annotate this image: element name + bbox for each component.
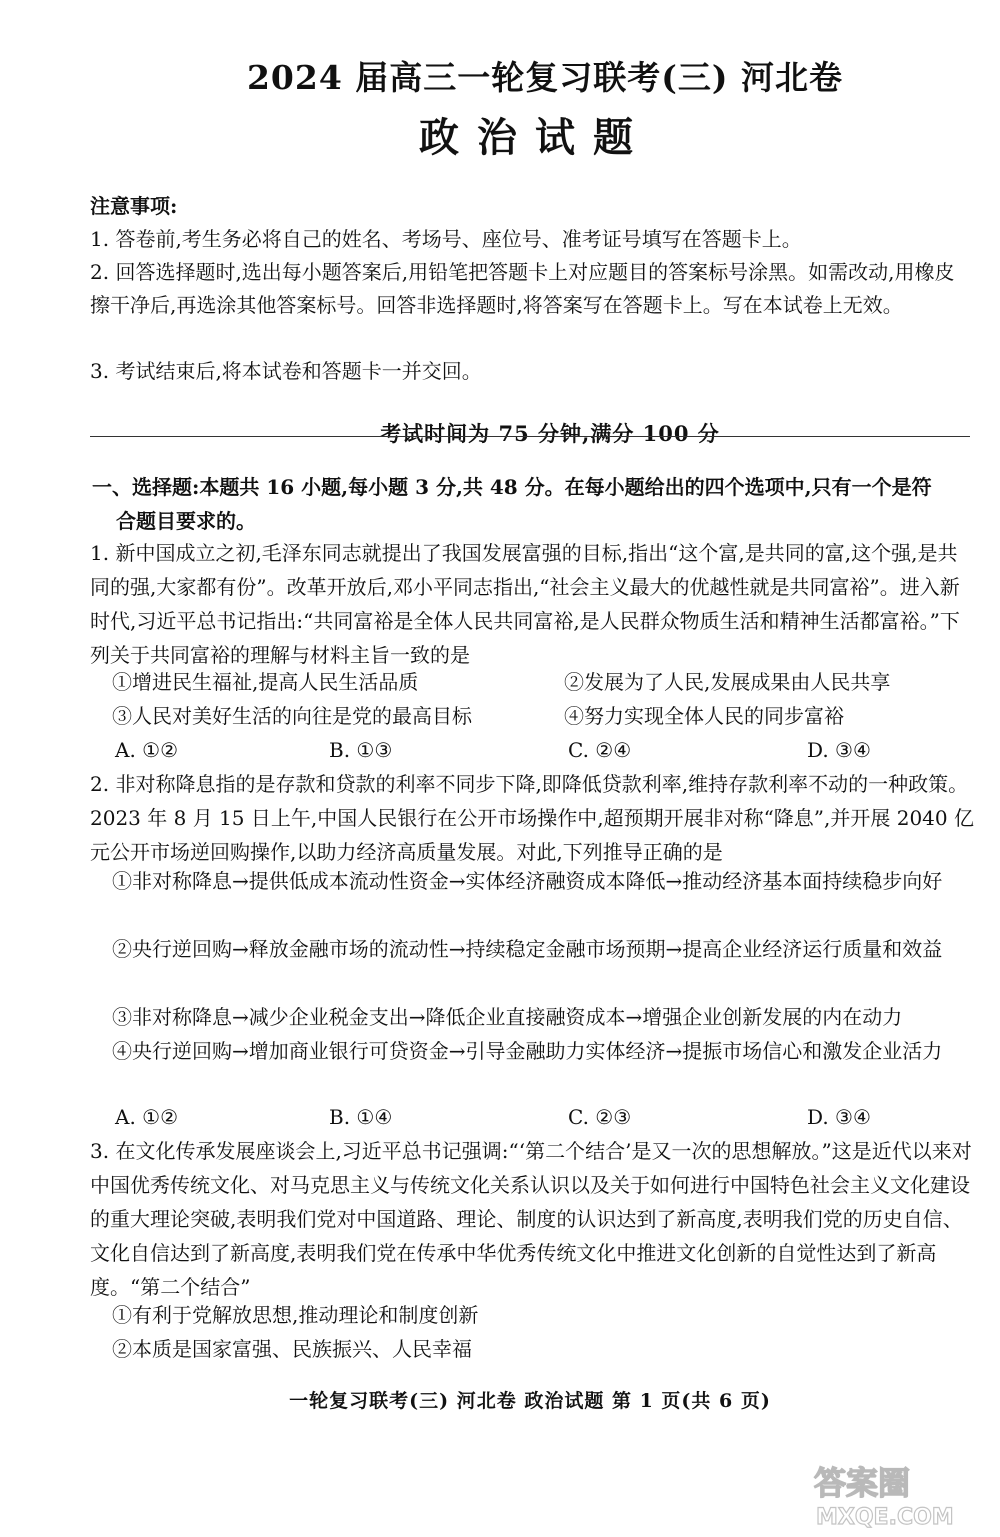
notice-item-1: 1. 答卷前,考生务必将自己的姓名、考场号、座位号、准考证号填写在答题卡上。 — [90, 227, 802, 251]
q1-statement-1: ①增进民生福祉,提高人民生活品质 — [112, 670, 419, 694]
q2-choice-d: D. ③④ — [807, 1105, 871, 1129]
divider — [90, 436, 970, 437]
q1-choice-b: B. ①③ — [329, 738, 393, 762]
q2-choice-a: A. ①② — [115, 1105, 179, 1129]
q3-statement-1: ①有利于党解放思想,推动理论和制度创新 — [112, 1303, 479, 1327]
section-heading-line1: 一、选择题:本题共 16 小题,每小题 3 分,共 48 分。在每小题给出的四个选项中,只有一个是符 — [92, 475, 932, 499]
q1-choice-a: A. ①② — [115, 738, 179, 762]
q1-statement-3: ③人民对美好生活的向往是党的最高目标 — [112, 704, 472, 728]
q2-choice-c: C. ②③ — [568, 1105, 632, 1129]
question-2-stem: 2. 非对称降息指的是存款和贷款的利率不同步下降,即降低贷款利率,维持存款利率不动的一种政策。2023 年 8 月 15 日上午,中国人民银行在公开市场操作中,超预期开展非对称“降息”,并开展 2040 亿元公开市场逆回购操作,以助力经济高质量发展。对此,下列推导正确的是 — [90, 772, 974, 864]
page-footer: 一轮复习联考(三) 河北卷 政治试题 第 1 页(共 6 页) — [289, 1390, 771, 1412]
q1-statement-4: ④努力实现全体人民的同步富裕 — [564, 704, 844, 728]
watermark-logo-text: 答案圈 — [814, 1464, 911, 1502]
notice-item-2: 2. 回答选择题时,选出每小题答案后,用铅笔把答题卡上对应题目的答案标号涂黑。如需改动,用橡皮擦干净后,再选涂其他答案标号。回答非选择题时,将答案写在答题卡上。写在本试卷上无效。 — [90, 260, 955, 317]
q2-statement-1: ①非对称降息→提供低成本流动性资金→实体经济融资成本降低→推动经济基本面持续稳步向好 — [112, 869, 943, 893]
subject-title: 政治试题 — [419, 114, 651, 161]
q1-choice-d: D. ③④ — [807, 738, 871, 762]
exam-time: 考试时间为 75 分钟,满分 100 分 — [380, 421, 720, 446]
notice-item-3: 3. 考试结束后,将本试卷和答题卡一并交回。 — [90, 359, 482, 383]
q1-statement-2: ②发展为了人民,发展成果由人民共享 — [564, 670, 891, 694]
section-heading-line2: 合题目要求的。 — [116, 509, 256, 533]
question-3-stem: 3. 在文化传承发展座谈会上,习近平总书记强调:“‘第二个结合’是又一次的思想解放。”这是近代以来对中国优秀传统文化、对马克思主义与传统文化关系认识以及关于如何进行中国特色社会主义文化建设的重大理论突破,表明我们党对中国道路、理论、制度的认识达到了新高度,表明我们党的历史自信、文化自信达到了新高度,表明我们党在传承中华优秀传统文化中推进文化创新的自觉性达到了新高度。“第二个结合” — [90, 1139, 972, 1299]
question-1-stem: 1. 新中国成立之初,毛泽东同志就提出了我国发展富强的目标,指出“这个富,是共同的富,这个强,是共同的强,大家都有份”。改革开放后,邓小平同志指出,“社会主义最大的优越性就是共同富裕”。进入新时代,习近平总书记指出:“共同富裕是全体人民共同富裕,是人民群众物质生活和精神生活都富裕。”下列关于共同富裕的理解与材料主旨一致的是 — [90, 541, 960, 667]
section-heading — [92, 470, 972, 538]
exam-title: 2024 届高三一轮复习联考(三) 河北卷 — [246, 58, 844, 97]
notice-heading: 注意事项: — [90, 194, 178, 218]
q2-statement-2: ②央行逆回购→释放金融市场的流动性→持续稳定金融市场预期→提高企业经济运行质量和效益 — [112, 937, 943, 961]
q2-choice-b: B. ①④ — [329, 1105, 393, 1129]
q2-statement-4: ④央行逆回购→增加商业银行可贷资金→引导金融助力实体经济→提振市场信心和激发企业活力 — [112, 1039, 943, 1063]
q1-choice-c: C. ②④ — [568, 738, 632, 762]
watermark-logo — [808, 1460, 978, 1530]
q3-statement-2: ②本质是国家富强、民族振兴、人民幸福 — [112, 1337, 472, 1361]
q2-statement-3: ③非对称降息→减少企业税金支出→降低企业直接融资成本→增强企业创新发展的内在动力 — [112, 1005, 903, 1029]
watermark-site-text: MXQE.COM — [816, 1505, 954, 1530]
